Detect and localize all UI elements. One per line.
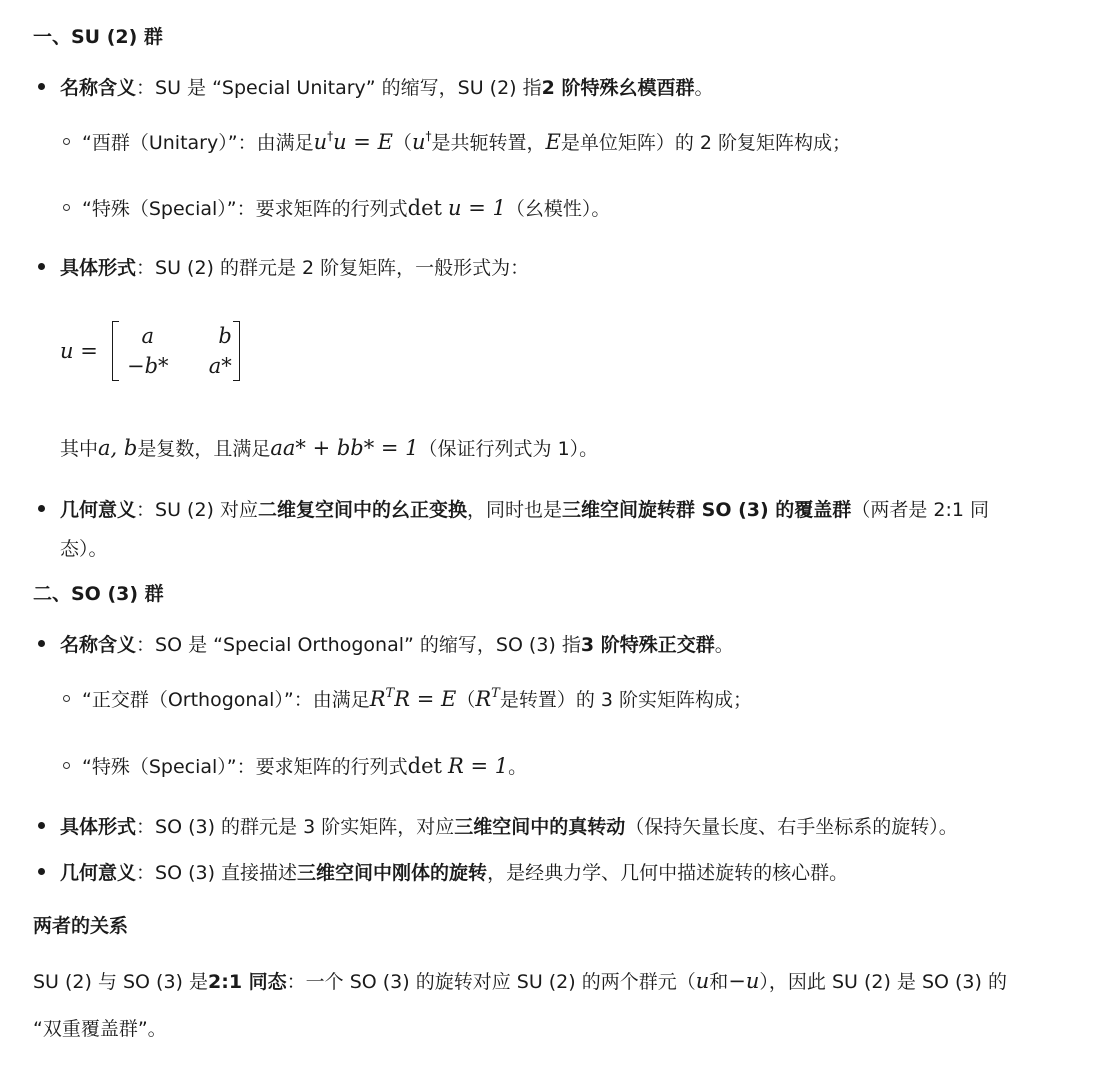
su2-geometric-meaning: 几何意义：SU (2) 对应二维复空间中的幺正变换，同时也是三维空间旋转群 SO (3) 的覆盖群（两者是 2:1 同: [60, 499, 989, 521]
su2-geometric-continuation: 态）。: [60, 538, 108, 560]
relation-text: SU (2) 与 SO (3) 是2:1 同态：一个 SO (3) 的旋转对应 SU (2) 的两个群元（u和−u），因此 SU (2) 是 SO (3) 的: [33, 969, 1007, 993]
circle-bullet-icon: [63, 695, 70, 702]
bullet-icon: [38, 868, 45, 875]
bullet-icon: [38, 83, 45, 90]
bullet-icon: [38, 263, 45, 270]
section-title-so3: 二、SO (3) 群: [33, 583, 164, 605]
su2-special-item: “特殊（Special）”：要求矩阵的行列式det u = 1（幺模性）。: [82, 196, 611, 220]
section-title-su2: 一、SU (2) 群: [33, 26, 163, 48]
so3-name-meaning: 名称含义：SO 是 “Special Orthogonal” 的缩写，SO (3) 指3 阶特殊正交群。: [60, 634, 734, 656]
circle-bullet-icon: [63, 138, 70, 145]
matrix-bracket: a b −b* a*: [112, 321, 240, 381]
so3-concrete-form: 具体形式：SO (3) 的群元是 3 阶实矩阵，对应三维空间中的真转动（保持矢量长度、右手坐标系的旋转）。: [60, 816, 958, 838]
su2-matrix-formula: u = a b −b* a*: [60, 318, 240, 384]
so3-special-item: “特殊（Special）”：要求矩阵的行列式det R = 1。: [82, 754, 528, 778]
su2-unitary-item: “酉群（Unitary）”：由满足u†u = E（u†是共轭转置，E是单位矩阵）的 2 阶复矩阵构成；: [82, 129, 851, 154]
relation-continuation: “双重覆盖群”。: [33, 1018, 167, 1040]
relation-title: 两者的关系: [33, 915, 129, 937]
su2-name-meaning: 名称含义：SU 是 “Special Unitary” 的缩写，SU (2) 指2 阶特殊幺模酉群。: [60, 77, 714, 99]
so3-orthogonal-item: “正交群（Orthogonal）”：由满足$R^TR = E(R^T$是转置）的 3 阶实矩阵构成；: [82, 686, 752, 711]
su2-concrete-form: 具体形式：SU (2) 的群元是 2 阶复矩阵，一般形式为：: [60, 257, 530, 279]
circle-bullet-icon: [63, 762, 70, 769]
bullet-icon: [38, 505, 45, 512]
bullet-icon: [38, 822, 45, 829]
bullet-icon: [38, 640, 45, 647]
circle-bullet-icon: [63, 204, 70, 211]
so3-geometric-meaning: 几何意义：SO (3) 直接描述三维空间中刚体的旋转，是经典力学、几何中描述旋转的核心群。: [60, 862, 849, 884]
label: 名称含义: [60, 77, 137, 99]
su2-constraint: 其中a, b是复数，且满足aa* + bb* = 1（保证行列式为 1）。: [60, 436, 599, 460]
